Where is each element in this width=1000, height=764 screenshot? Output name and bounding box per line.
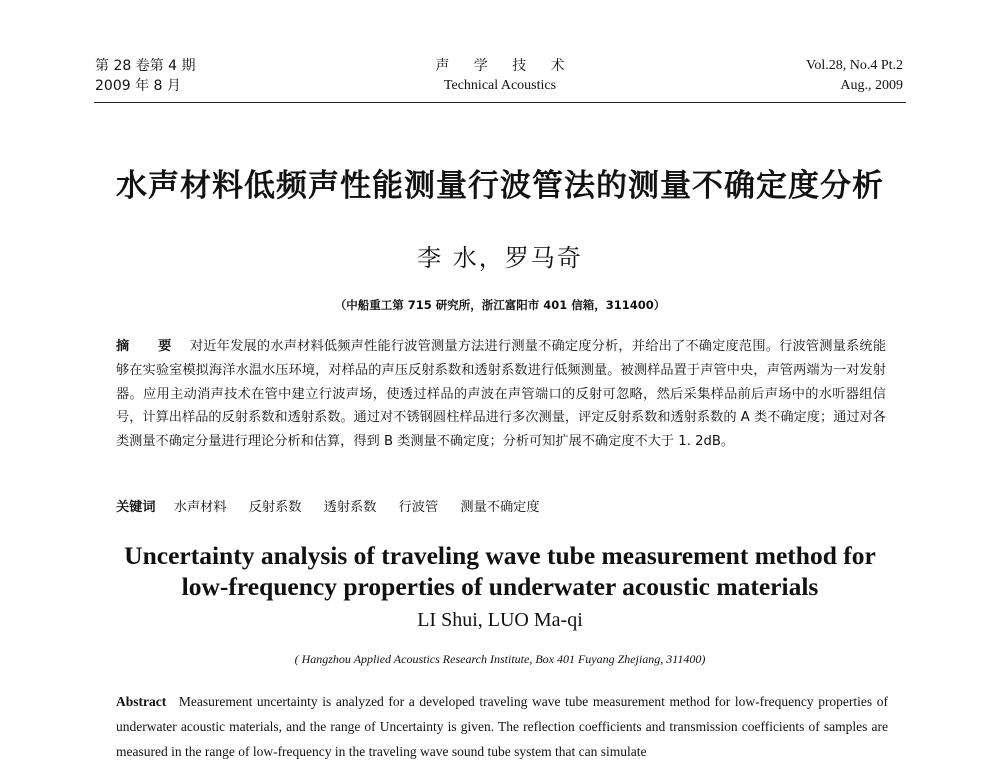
- authors-en: LI Shui, LUO Ma-qi: [417, 609, 583, 631]
- affiliation-cn: （中船重工第 715 研究所，浙江富阳市 401 信箱，311400）: [334, 298, 666, 312]
- keyword: 反射系数: [248, 500, 302, 515]
- date-cn: 2009 年 8 月: [95, 78, 181, 94]
- header-rule: [94, 102, 906, 103]
- authors-cn: 李 水，罗马奇: [417, 244, 583, 272]
- running-header-right: [806, 56, 903, 96]
- keyword: 透射系数: [323, 500, 377, 515]
- issue-cn: 第 28 卷第 4 期: [95, 58, 196, 74]
- abstract-cn-label: 摘 要: [116, 339, 184, 354]
- paper-title-en: [0, 540, 1000, 602]
- paper-title-en-line2: low-frequency properties of underwater acoustic materials: [181, 572, 819, 601]
- abstract-en-label: Abstract: [116, 694, 167, 709]
- keyword: 行波管: [398, 500, 439, 515]
- journal-name-en: Technical Acoustics: [443, 78, 557, 93]
- abstract-cn: [116, 335, 886, 454]
- keyword: 测量不确定度: [460, 500, 540, 515]
- date-en: Aug., 2009: [840, 78, 903, 93]
- journal-name-cn: 声 学 技 术: [435, 58, 575, 74]
- paper-title-en-line1: Uncertainty analysis of traveling wave tube measurement method for: [124, 541, 876, 570]
- abstract-cn-text: 对近年发展的水声材料低频声性能行波管测量方法进行测量不确定度分析，并给出了不确定度范围。行波管测量系统能够在实验室模拟海洋水温水压环境，对样品的声压反射系数和透射系数进行低频测量。被测样品置于声管中央，声管两端为一对发射器。应用主动消声技术在管中建立行波声场，使透过样品的声波在声管端口的反射可忽略，然后采集样品前后声场中的水听器组信号，计算出样品的反射系数和透射系数。通过对不锈钢圆柱样品进行多次测量，评定反射系数和透射系数的 A 类不确定度；通过对各类测量不确定分量进行理论分析和估算，得到 B 类测量不确定度；分析可知扩展不确定度不大于 1. 2dB。: [116, 339, 887, 450]
- keywords-cn-label: 关键词: [116, 500, 156, 515]
- paper-title-cn: 水声材料低频声性能测量行波管法的测量不确定度分析: [116, 168, 884, 204]
- issue-en: Vol.28, No.4 Pt.2: [806, 58, 903, 73]
- abstract-en: [116, 689, 888, 764]
- abstract-en-text: Measurement uncertainty is analyzed for a developed traveling wave tube measurement method for low-frequency properties of underwater acoustic materials, and the range of Uncertainty is given. The reflection coefficients and transmission coefficients of samples are measured in the range of low-frequency in the traveling wave sound tube system that can simulate: [116, 694, 889, 759]
- keywords-cn: [116, 496, 886, 515]
- keyword: 水声材料: [173, 500, 227, 515]
- affiliation-en: ( Hangzhou Applied Acoustics Research Institute, Box 401 Fuyang Zhejiang, 311400): [294, 652, 706, 666]
